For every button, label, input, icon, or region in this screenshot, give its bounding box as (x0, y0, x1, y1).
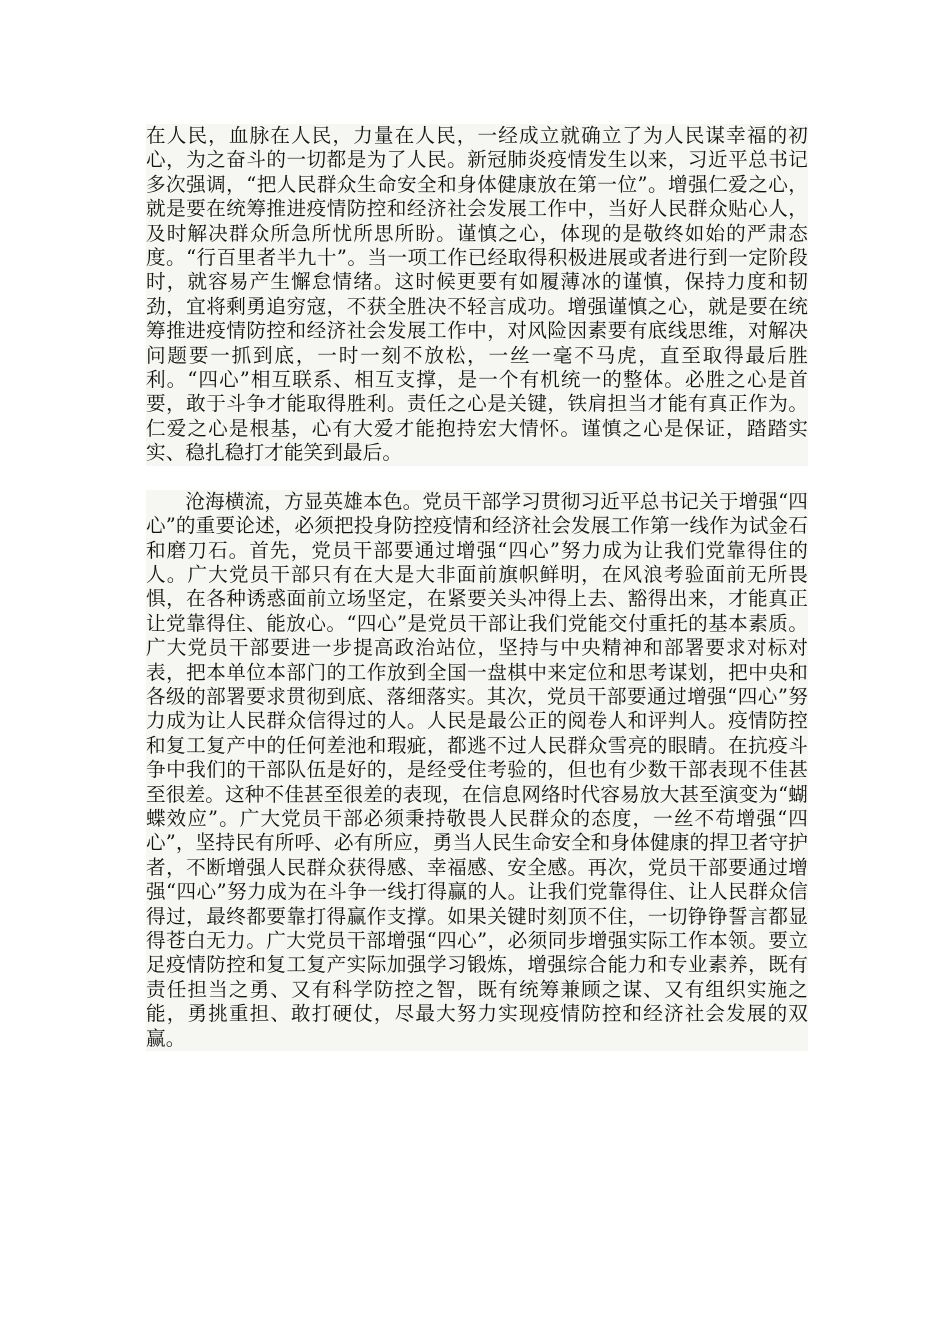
paragraph-spacer (146, 466, 808, 490)
paragraph-2: 沧海横流，方显英雄本色。党员干部学习贯彻习近平总书记关于增强“四心”的重要论述，必须把投身防控疫情和经济社会发展工作第一线作为试金石和磨刀石。首先，党员干部要通过增强“四心”努力成为让我们党靠得住的人。广大党员干部只有在大是大非面前旗帜鲜明，在风浪考验面前无所畏惧，在各种诱惑面前立场坚定，在紧要关头冲得上去、豁得出来，才能真正让党靠得住、能放心。“四心”是党员干部让我们党能交付重托的基本素质。广大党员干部要进一步提高政治站位，坚持与中央精神和部署要求对标对表，把本单位本部门的工作放到全国一盘棋中来定位和思考谋划，把中央和各级的部署要求贯彻到底、落细落实。其次，党员干部要通过增强“四心”努力成为让人民群众信得过的人。人民是最公正的阅卷人和评判人。疫情防控和复工复产中的任何差池和瑕疵，都逃不过人民群众雪亮的眼睛。在抗疫斗争中我们的干部队伍是好的，是经受住考验的，但也有少数干部表现不佳甚至很差。这种不佳甚至很差的表现，在信息网络时代容易放大甚至演变为“蝴蝶效应”。广大党员干部必须秉持敬畏人民群众的态度，一丝不苟增强“四心”，坚持民有所呼、必有所应，勇当人民生命安全和身体健康的捍卫者守护者，不断增强人民群众获得感、幸福感、安全感。再次，党员干部要通过增强“四心”努力成为在斗争一线打得赢的人。让我们党靠得住、让人民群众信得过，最终都要靠打得赢作支撑。如果关键时刻顶不住，一切铮铮誓言都显得苍白无力。广大党员干部增强“四心”，必须同步增强实际工作本领。要立足疫情防控和复工复产实际加强学习锻炼，增强综合能力和专业素养，既有责任担当之勇、又有科学防控之智，既有统筹兼顾之谋、又有组织实施之能，勇挑重担、敢打硬仗，尽最大努力实现疫情防控和经济社会发展的双赢。 (146, 489, 808, 1050)
paragraph-1: 在人民，血脉在人民，力量在人民，一经成立就确立了为人民谋幸福的初心，为之奋斗的一切都是为了人民。新冠肺炎疫情发生以来，习近平总书记多次强调，“把人民群众生命安全和身体健康放在第一位”。增强仁爱之心，就是要在统筹推进疫情防控和经济社会发展工作中，当好人民群众贴心人，及时解决群众所急所忧所思所盼。谨慎之心，体现的是敬终如始的严肃态度。“行百里者半九十”。当一项工作已经取得积极进展或者进行到一定阶段时，就容易产生懈怠情绪。这时候更要有如履薄冰的谨慎，保持力度和韧劲，宜将剩勇追穷寇，不获全胜决不轻言成功。增强谨慎之心，就是要在统筹推进疫情防控和经济社会发展工作中，对风险因素要有底线思维，对解决问题要一抓到底，一时一刻不放松，一丝一毫不马虎，直至取得最后胜利。“四心”相互联系、相互支撑，是一个有机统一的整体。必胜之心是首要，敢于斗争才能取得胜利。责任之心是关键，铁肩担当才能有真正作为。仁爱之心是根基，心有大爱才能抱持宏大情怀。谨慎之心是保证，踏踏实实、稳扎稳打才能笑到最后。 (146, 124, 808, 465)
document-body (146, 124, 808, 1051)
